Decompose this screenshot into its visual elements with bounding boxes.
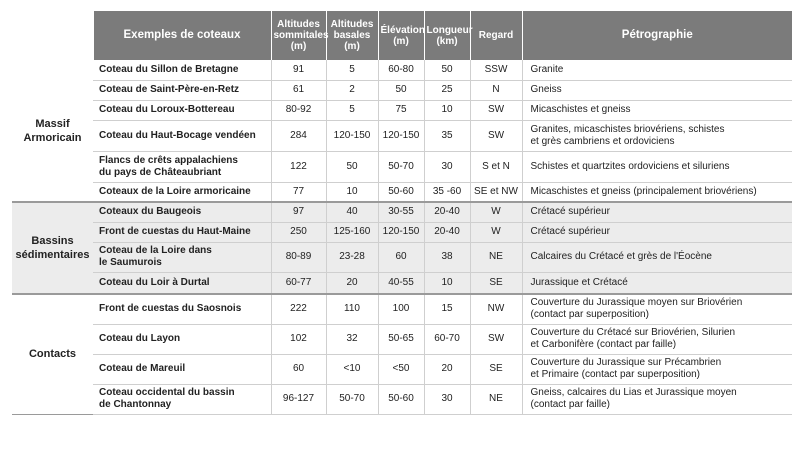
coteau-name: Coteau de la Loire dans le Saumurois: [93, 242, 271, 272]
longueur-cell: 20-40: [424, 222, 470, 242]
elevation-cell: 30-55: [378, 202, 424, 222]
petrographie-cell: Gneiss: [522, 80, 792, 100]
petrographie-cell: Granite: [522, 60, 792, 80]
alt-basale-cell: 2: [326, 80, 378, 100]
longueur-cell: 20-40: [424, 202, 470, 222]
regard-cell: SE: [470, 272, 522, 294]
alt-sommitale-cell: 96-127: [271, 384, 326, 414]
petrographie-cell: Schistes et quartzites ordoviciens et siluriens: [522, 151, 792, 182]
longueur-cell: 50: [424, 60, 470, 80]
coteau-name: Coteau du Loroux-Bottereau: [93, 100, 271, 120]
elevation-cell: 50-70: [378, 151, 424, 182]
alt-basale-cell: 50: [326, 151, 378, 182]
alt-sommitale-cell: 61: [271, 80, 326, 100]
header-blank: [12, 11, 93, 60]
coteau-name: Coteau du Sillon de Bretagne: [93, 60, 271, 80]
regard-cell: NE: [470, 384, 522, 414]
coteau-name: Coteau occidental du bassin de Chantonnay: [93, 384, 271, 414]
alt-sommitale-cell: 91: [271, 60, 326, 80]
coteau-name: Coteau du Layon: [93, 324, 271, 354]
longueur-cell: 35 -60: [424, 182, 470, 202]
petrographie-cell: Gneiss, calcaires du Lias et Jurassique moyen (contact par faille): [522, 384, 792, 414]
petrographie-cell: Micaschistes et gneiss: [522, 100, 792, 120]
petrographie-cell: Crétacé supérieur: [522, 202, 792, 222]
petrographie-cell: Calcaires du Crétacé et grès de l'Éocène: [522, 242, 792, 272]
coteau-name: Coteau de Saint-Père-en-Retz: [93, 80, 271, 100]
elevation-cell: 40-55: [378, 272, 424, 294]
alt-sommitale-cell: 80-89: [271, 242, 326, 272]
header-name: Exemples de coteaux: [93, 11, 271, 60]
alt-basale-cell: 125-160: [326, 222, 378, 242]
alt-basale-cell: 5: [326, 60, 378, 80]
alt-sommitale-cell: 102: [271, 324, 326, 354]
longueur-cell: 60-70: [424, 324, 470, 354]
alt-basale-cell: 40: [326, 202, 378, 222]
petrographie-cell: Couverture du Jurassique moyen sur Briovérien (contact par superposition): [522, 294, 792, 324]
alt-basale-cell: 10: [326, 182, 378, 202]
regard-cell: NW: [470, 294, 522, 324]
coteau-name: Coteaux de la Loire armoricaine: [93, 182, 271, 202]
alt-basale-cell: 20: [326, 272, 378, 294]
table-row: [12, 60, 792, 80]
longueur-cell: 30: [424, 151, 470, 182]
table-row: [12, 272, 792, 294]
longueur-cell: 15: [424, 294, 470, 324]
table-row: [12, 80, 792, 100]
alt-sommitale-cell: 60: [271, 354, 326, 384]
alt-basale-cell: 110: [326, 294, 378, 324]
petrographie-cell: Micaschistes et gneiss (principalement briovériens): [522, 182, 792, 202]
alt-basale-cell: 50-70: [326, 384, 378, 414]
header-longueur: Longueur (km): [424, 11, 470, 60]
alt-basale-cell: <10: [326, 354, 378, 384]
elevation-cell: 50-60: [378, 384, 424, 414]
regard-cell: S et N: [470, 151, 522, 182]
elevation-cell: 60-80: [378, 60, 424, 80]
petrographie-cell: Couverture du Jurassique sur Précambrien et Primaire (contact par superposition): [522, 354, 792, 384]
table-row: [12, 222, 792, 242]
table-row: [12, 354, 792, 384]
alt-basale-cell: 120-150: [326, 120, 378, 151]
longueur-cell: 30: [424, 384, 470, 414]
elevation-cell: <50: [378, 354, 424, 384]
elevation-cell: 50-65: [378, 324, 424, 354]
coteau-name: Front de cuestas du Saosnois: [93, 294, 271, 324]
table-row: [12, 242, 792, 272]
table-row: [12, 384, 792, 414]
alt-sommitale-cell: 77: [271, 182, 326, 202]
coteau-name: Coteau du Loir à Durtal: [93, 272, 271, 294]
regard-cell: W: [470, 222, 522, 242]
header-alt-sommitales: Altitudes sommitales (m): [271, 11, 326, 60]
group-label: Massif Armoricain: [12, 60, 93, 202]
coteau-name: Coteau du Haut-Bocage vendéen: [93, 120, 271, 151]
longueur-cell: 10: [424, 100, 470, 120]
petrographie-cell: Jurassique et Crétacé: [522, 272, 792, 294]
petrographie-cell: Crétacé supérieur: [522, 222, 792, 242]
table-row: [12, 202, 792, 222]
alt-sommitale-cell: 60-77: [271, 272, 326, 294]
alt-sommitale-cell: 122: [271, 151, 326, 182]
elevation-cell: 50: [378, 80, 424, 100]
header-petrographie: Pétrographie: [522, 11, 792, 60]
alt-sommitale-cell: 97: [271, 202, 326, 222]
table-row: [12, 324, 792, 354]
longueur-cell: 10: [424, 272, 470, 294]
table-header: [12, 11, 792, 60]
table-row: [12, 100, 792, 120]
alt-sommitale-cell: 250: [271, 222, 326, 242]
elevation-cell: 120-150: [378, 120, 424, 151]
alt-basale-cell: 32: [326, 324, 378, 354]
elevation-cell: 75: [378, 100, 424, 120]
header-alt-basales: Altitudes basales (m): [326, 11, 378, 60]
regard-cell: SE et NW: [470, 182, 522, 202]
coteau-name: Coteaux du Baugeois: [93, 202, 271, 222]
alt-sommitale-cell: 284: [271, 120, 326, 151]
petrographie-cell: Granites, micaschistes briovériens, schistes et grès cambriens et ordoviciens: [522, 120, 792, 151]
petrographie-cell: Couverture du Crétacé sur Briovérien, Silurien et Carbonifère (contact par faille): [522, 324, 792, 354]
table-row: [12, 120, 792, 151]
group-label: Contacts: [12, 294, 93, 414]
regard-cell: W: [470, 202, 522, 222]
coteau-name: Coteau de Mareuil: [93, 354, 271, 384]
coteaux-table: [12, 11, 792, 415]
alt-basale-cell: 23-28: [326, 242, 378, 272]
regard-cell: SE: [470, 354, 522, 384]
header-regard: Regard: [470, 11, 522, 60]
alt-sommitale-cell: 80-92: [271, 100, 326, 120]
regard-cell: SSW: [470, 60, 522, 80]
longueur-cell: 25: [424, 80, 470, 100]
alt-sommitale-cell: 222: [271, 294, 326, 324]
longueur-cell: 35: [424, 120, 470, 151]
table-row: [12, 294, 792, 324]
regard-cell: SW: [470, 324, 522, 354]
longueur-cell: 38: [424, 242, 470, 272]
regard-cell: SW: [470, 120, 522, 151]
table-row: [12, 151, 792, 182]
alt-basale-cell: 5: [326, 100, 378, 120]
longueur-cell: 20: [424, 354, 470, 384]
elevation-cell: 100: [378, 294, 424, 324]
table-body: [12, 60, 792, 414]
table-row: [12, 182, 792, 202]
header-elevation: Élévation (m): [378, 11, 424, 60]
regard-cell: NE: [470, 242, 522, 272]
elevation-cell: 50-60: [378, 182, 424, 202]
group-label: Bassins sédimentaires: [12, 202, 93, 294]
elevation-cell: 120-150: [378, 222, 424, 242]
coteau-name: Flancs de crêts appalachiens du pays de Châteaubriant: [93, 151, 271, 182]
coteau-name: Front de cuestas du Haut-Maine: [93, 222, 271, 242]
regard-cell: SW: [470, 100, 522, 120]
regard-cell: N: [470, 80, 522, 100]
elevation-cell: 60: [378, 242, 424, 272]
